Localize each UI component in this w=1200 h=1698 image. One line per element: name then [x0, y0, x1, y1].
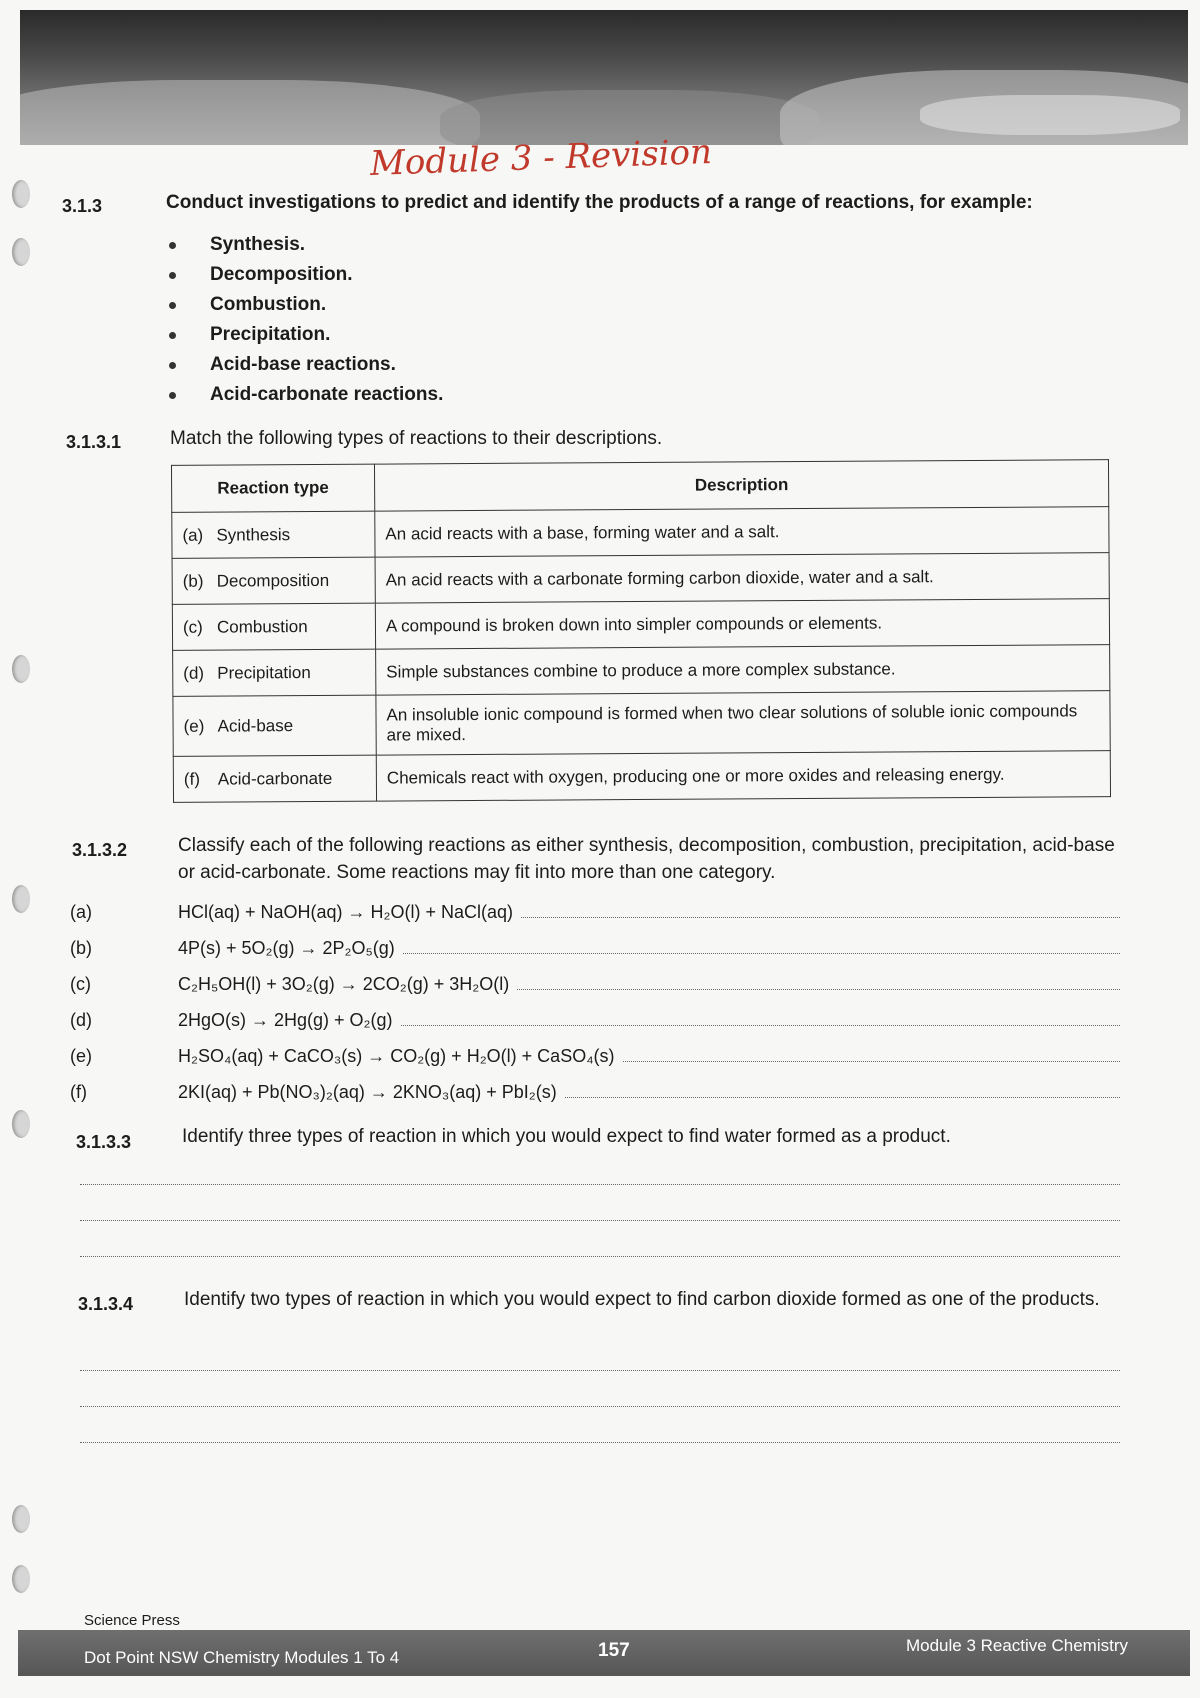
binder-hole: [12, 1565, 30, 1593]
equation: 4P(s) + 5O₂(g) → 2P₂O₅(g): [178, 938, 395, 958]
publisher-name: Science Press: [84, 1612, 180, 1629]
equation-row: [70, 902, 1120, 923]
binder-hole: [12, 1505, 30, 1533]
table-row: [173, 751, 1110, 803]
equation-row: [70, 1082, 1120, 1103]
book-title: Dot Point NSW Chemistry Modules 1 To 4: [84, 1648, 400, 1667]
bullet-icon: [169, 302, 176, 309]
column-header: Reaction type: [171, 464, 374, 512]
equation-label: (a): [70, 902, 92, 922]
row-letter: (e): [183, 716, 205, 736]
reaction-type: Synthesis: [216, 524, 291, 545]
module-title: Module 3 Reactive Chemistry: [905, 1636, 1128, 1655]
equation-label: (e): [70, 1046, 92, 1066]
bullet-icon: [169, 242, 176, 249]
bullet-icon: [169, 332, 176, 339]
answer-line[interactable]: [80, 1220, 1120, 1221]
description: A compound is broken down into simpler compounds or elements.: [375, 599, 1109, 649]
question-text: Identify two types of reaction in which you would expect to find carbon dioxide formed as one of the products.: [184, 1289, 1100, 1310]
answer-line[interactable]: [401, 1011, 1120, 1026]
description: An acid reacts with a carbonate forming carbon dioxide, water and a salt.: [375, 553, 1109, 603]
binder-hole: [12, 1110, 30, 1138]
answer-line[interactable]: [623, 1047, 1120, 1062]
equation-row: [70, 938, 1120, 959]
question-text: Identify three types of reaction in which you would expect to find water formed as a product.: [182, 1126, 951, 1147]
reaction-type: Acid-carbonate: [217, 768, 333, 789]
answer-line[interactable]: [517, 975, 1120, 990]
section-heading: Conduct investigations to predict and identify the products of a range of reactions, for example:: [166, 192, 1033, 213]
equation-label: (f): [70, 1082, 87, 1102]
equation: 2HgO(s) → 2Hg(g) + O₂(g): [178, 1010, 393, 1030]
question-number: 3.1.3.3: [76, 1132, 132, 1152]
reaction-type-list: [165, 230, 443, 410]
description: An insoluble ionic compound is formed when two clear solutions of soluble ionic compounds are mixed.: [376, 691, 1110, 755]
section-number: 3.1.3: [62, 196, 103, 216]
matching-table: [171, 459, 1111, 803]
answer-line[interactable]: [80, 1442, 1120, 1443]
table-row: [173, 645, 1110, 697]
header-photo: [20, 10, 1188, 145]
reaction-type: Decomposition: [216, 570, 330, 591]
answer-line[interactable]: [80, 1406, 1120, 1407]
equation-row: [70, 1010, 1120, 1031]
answer-line[interactable]: [403, 939, 1120, 954]
description: An acid reacts with a base, forming water and a salt.: [375, 507, 1109, 557]
answer-line[interactable]: [521, 903, 1120, 918]
bullet-icon: [169, 362, 176, 369]
table-row: [172, 553, 1109, 605]
bullet-icon: [169, 392, 176, 399]
table-header-row: [171, 460, 1108, 513]
equation: 2KI(aq) + Pb(NO₃)₂(aq) → 2KNO₃(aq) + PbI₂(s): [178, 1082, 557, 1102]
row-letter: (f): [183, 769, 200, 789]
description: Simple substances combine to produce a more complex substance.: [376, 645, 1110, 695]
answer-line[interactable]: [80, 1256, 1120, 1257]
page-number: 157: [598, 1640, 630, 1661]
equation-label: (c): [70, 974, 91, 994]
handwritten-note: Module 3 - Revision: [369, 132, 713, 184]
table-row: [172, 599, 1109, 651]
row-letter: (d): [183, 663, 205, 683]
column-header: Description: [374, 460, 1108, 511]
question-text: Match the following types of reactions to their descriptions.: [170, 428, 663, 449]
question-number: 3.1.3.4: [78, 1294, 134, 1314]
list-item: Synthesis.: [165, 230, 443, 260]
binder-hole: [12, 238, 30, 266]
table-row: [172, 507, 1109, 559]
row-letter: (a): [182, 525, 204, 545]
list-item: Acid-base reactions.: [165, 350, 443, 380]
answer-line[interactable]: [565, 1083, 1120, 1098]
answer-line[interactable]: [80, 1184, 1120, 1185]
reaction-type: Acid-base: [217, 715, 294, 736]
question-number: 3.1.3.2: [72, 840, 128, 860]
list-item: Precipitation.: [165, 320, 443, 350]
list-item: Combustion.: [165, 290, 443, 320]
list-item: Acid-carbonate reactions.: [165, 380, 443, 410]
reaction-type: Precipitation: [217, 662, 311, 683]
row-letter: (b): [182, 571, 204, 591]
equation-row: [70, 974, 1120, 995]
question-number: 3.1.3.1: [66, 432, 122, 452]
answer-line[interactable]: [80, 1370, 1120, 1371]
binder-hole: [12, 885, 30, 913]
description: Chemicals react with oxygen, producing one or more oxides and releasing energy.: [376, 751, 1110, 801]
bullet-icon: [169, 272, 176, 279]
question-text: Classify each of the following reactions as either synthesis, decomposition, combustion, precipitation, acid-base or acid-carbonate. Some reactions may fit into more than one category.: [178, 835, 1115, 883]
table-row: [173, 691, 1110, 757]
binder-hole: [12, 655, 30, 683]
binder-hole: [12, 180, 30, 208]
equation-label: (d): [70, 1010, 92, 1030]
equation: C₂H₅OH(l) + 3O₂(g) → 2CO₂(g) + 3H₂O(l): [178, 974, 510, 994]
list-item: Decomposition.: [165, 260, 443, 290]
reaction-type: Combustion: [216, 616, 308, 637]
row-letter: (c): [182, 617, 203, 637]
equation: HCl(aq) + NaOH(aq) → H₂O(l) + NaCl(aq): [178, 902, 514, 922]
equation: H₂SO₄(aq) + CaCO₃(s) → CO₂(g) + H₂O(l) + CaSO₄(s): [178, 1046, 615, 1066]
equation-row: [70, 1046, 1120, 1067]
footer-bar: [18, 1630, 1190, 1676]
equation-label: (b): [70, 938, 92, 958]
